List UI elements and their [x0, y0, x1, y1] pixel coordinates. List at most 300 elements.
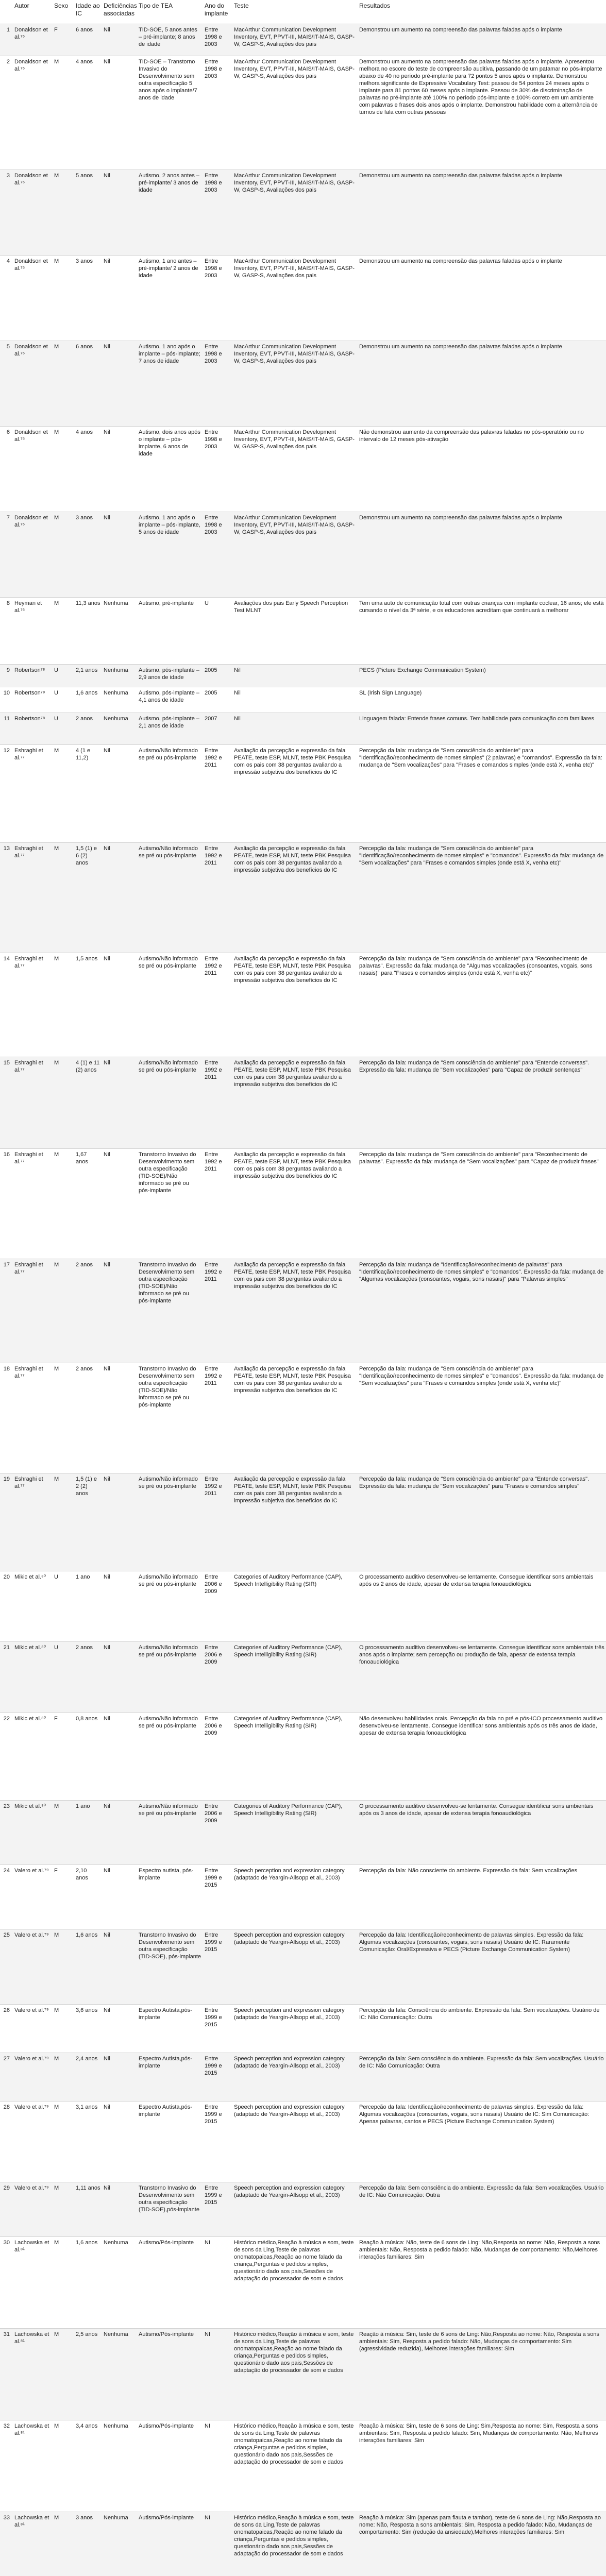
results-cell: Percepção da fala: Não consciente do ambiente. Expressão da fala: Sem vocalizações: [358, 1865, 606, 1929]
asd-type-cell: Transtorno Invasivo do Desenvolvimento sem outra especificação (TID-SOE),pós-implante: [137, 2182, 203, 2236]
header-cell-age: Idade ao IC: [74, 0, 102, 24]
age-cell: 6 anos: [74, 24, 102, 56]
asd-type-cell: Autismo, dois anos após o implante – pós-implante, 6 anos de idade: [137, 426, 203, 512]
table-row: [0, 24, 606, 56]
author-cell: Mikic et al.⁸⁰: [13, 1713, 53, 1800]
author-cell: Robertson⁷⁸: [13, 664, 53, 687]
disabilities-cell: Nil: [102, 1713, 137, 1800]
asd-type-cell: Autismo/Não informado se pré ou pós-implante: [137, 1800, 203, 1865]
asd-type-cell: Autismo, 1 ano após o implante – pós-implante; 7 anos de idade: [137, 341, 203, 426]
sex-cell: U: [53, 687, 74, 713]
disabilities-cell: Nil: [102, 2004, 137, 2053]
sex-cell: M: [53, 2236, 74, 2328]
test-cell: MacArthur Communication Development Inventory, EVT, PPVT-III, MAIS/IT-MAIS, GASP-W, GASP-S, Avaliações dos pais: [232, 255, 358, 341]
sex-cell: M: [53, 2512, 74, 2576]
test-cell: MacArthur Communication Development Inventory, EVT, PPVT-III, MAIS/IT-MAIS, GASP-W, GASP-S, Avaliações dos pais: [232, 426, 358, 512]
table-row: [0, 2420, 606, 2512]
table-row: [0, 842, 606, 953]
table-row: [0, 744, 606, 842]
results-cell: Demonstrou um aumento na compreensão das palavras faladas após o implante. Apresentou melhora no escore do teste de compreensão auditiva, passando de um patamar no pós-implante abaixo de 40 no período pré-implante para 72 pontos 5 anos após o implante. Demonstrou melhora significante de Expressive Vocabulary Test: passou de 54 pontos 24 meses após o implante para 81 pontos 60 meses após o implante. Passou de 30% de discriminação de palavras no pré-implante até 100% no período pós-implante e 100% correto em um ambiente com palavras e frases dois anos após o implante. Demonstrou habilidade com a alternância de turnos de fala com outras pessoas: [358, 56, 606, 170]
disabilities-cell: Nil: [102, 426, 137, 512]
asd-type-cell: Autismo, 2 anos antes – pré-implante/ 3 anos de idade: [137, 170, 203, 255]
header-cell-number: [0, 0, 13, 24]
author-cell: Eshraghi et al.⁷⁷: [13, 1259, 53, 1363]
author-cell: Robertson⁷⁸: [13, 713, 53, 744]
implant-year-cell: Entre 1992 e 2011: [203, 1259, 232, 1363]
test-cell: Speech perception and expression category (adaptado de Yeargin-Allsopp et al., 2003): [232, 2053, 358, 2101]
author-cell: Mikic et al.⁸⁰: [13, 1641, 53, 1713]
disabilities-cell: Nil: [102, 512, 137, 597]
sex-cell: M: [53, 512, 74, 597]
table-row: [0, 1473, 606, 1571]
age-cell: 3 anos: [74, 255, 102, 341]
row-number: 7: [0, 512, 13, 597]
test-cell: Avaliação da percepção e expressão da fala PEATE, teste ESP, MLNT, teste PBK Pesquisa com os pais com 38 perguntas avaliando a impressão subjetiva dos benefícios do IC: [232, 1363, 358, 1473]
implant-year-cell: Entre 1992 e 2011: [203, 842, 232, 953]
table-row: [0, 1148, 606, 1259]
sex-cell: M: [53, 2053, 74, 2101]
disabilities-cell: Nil: [102, 1363, 137, 1473]
age-cell: 1,6 anos: [74, 687, 102, 713]
disabilities-cell: Nil: [102, 2182, 137, 2236]
author-cell: Donaldson et al.⁷⁵: [13, 255, 53, 341]
sex-cell: M: [53, 170, 74, 255]
author-cell: Valero et al.⁷⁹: [13, 1929, 53, 2004]
age-cell: 1,5 anos: [74, 953, 102, 1057]
asd-type-cell: Autismo/Não informado se pré ou pós-implante: [137, 1713, 203, 1800]
row-number: 19: [0, 1473, 13, 1571]
implant-year-cell: 2005: [203, 687, 232, 713]
test-cell: Histórico médico,Reação à música e som, teste de sons da Ling,Teste de palavras onomatopaicas,Reação ao nome falado da criança,Perguntas e pedidos simples, questionário dado aos pais,Sessões de adaptação do processador de som e dados: [232, 2328, 358, 2420]
implant-year-cell: Entre 1999 e 2015: [203, 2101, 232, 2182]
results-cell: O processamento auditivo desenvolveu-se lentamente. Consegue identificar sons ambientais após os 2 anos de idade, apesar de extensa terapia fonoaudiológica: [358, 1571, 606, 1641]
test-cell: Speech perception and expression category (adaptado de Yeargin-Allsopp et al., 2003): [232, 2004, 358, 2053]
age-cell: 1 ano: [74, 1571, 102, 1641]
table-row: [0, 2053, 606, 2101]
asd-type-cell: Transtorno Invasivo do Desenvolvimento sem outra especificação (TID-SOE), pós-implante: [137, 1929, 203, 2004]
disabilities-cell: Nenhuma: [102, 687, 137, 713]
results-cell: Demonstrou um aumento na compreensão das palavras faladas após o implante: [358, 170, 606, 255]
sex-cell: M: [53, 1363, 74, 1473]
author-cell: Lachowska et al.⁸¹: [13, 2512, 53, 2576]
table-row: [0, 1865, 606, 1929]
test-cell: Histórico médico,Reação à música e som, teste de sons da Ling,Teste de palavras onomatopaicas,Reação ao nome falado da criança,Perguntas e pedidos simples, questionário dado aos pais,Sessões de adaptação do processador de som e dados: [232, 2420, 358, 2512]
implant-year-cell: 2005: [203, 664, 232, 687]
author-cell: Donaldson et al.⁷⁵: [13, 56, 53, 170]
row-number: 12: [0, 744, 13, 842]
test-cell: Categories of Auditory Performance (CAP), Speech Intelligibility Rating (SIR): [232, 1713, 358, 1800]
header-cell-disabilities: Deficiências associadas: [102, 0, 137, 24]
asd-type-cell: Autismo/Não informado se pré ou pós-implante: [137, 1473, 203, 1571]
implant-year-cell: NI: [203, 2512, 232, 2576]
asd-type-cell: Autismo/Não informado se pré ou pós-implante: [137, 842, 203, 953]
author-cell: Lachowska et al.⁸¹: [13, 2420, 53, 2512]
results-cell: O processamento auditivo desenvolveu-se lentamente. Consegue identificar sons ambientais após os 3 anos de idade, apesar de extensa terapia fonoaudiológica: [358, 1800, 606, 1865]
sex-cell: M: [53, 1148, 74, 1259]
sex-cell: M: [53, 1800, 74, 1865]
author-cell: Valero et al.⁷⁹: [13, 2101, 53, 2182]
implant-year-cell: U: [203, 597, 232, 664]
age-cell: 1,5 (1) e 2 (2) anos: [74, 1473, 102, 1571]
row-number: 23: [0, 1800, 13, 1865]
row-number: 5: [0, 341, 13, 426]
table-row: [0, 664, 606, 687]
implant-year-cell: Entre 1999 e 2015: [203, 1865, 232, 1929]
disabilities-cell: Nil: [102, 56, 137, 170]
implant-year-cell: Entre 1999 e 2015: [203, 2182, 232, 2236]
age-cell: 1,6 anos: [74, 2236, 102, 2328]
results-cell: Percepção da fala: mudança de "Sem consciência do ambiente" para "Identificação/reconhecimento de nomes simples" (2 palavras) e "comandos". Expressão da fala: mudança de "Sem vocalizações" para "Frases e comandos simples (onde está X, venha etc)": [358, 744, 606, 842]
row-number: 31: [0, 2328, 13, 2420]
sex-cell: M: [53, 1929, 74, 2004]
disabilities-cell: Nil: [102, 170, 137, 255]
row-number: 22: [0, 1713, 13, 1800]
age-cell: 3 anos: [74, 512, 102, 597]
test-cell: Avaliação da percepção e expressão da fala PEATE, teste ESP, MLNT, teste PBK Pesquisa com os pais com 38 perguntas avaliando a impressão subjetiva dos benefícios do IC: [232, 1473, 358, 1571]
results-cell: Percepção da fala: Consciência do ambiente. Expressão da fala: Sem vocalizações. Usuário de IC: Não Comunicação: Outra: [358, 2004, 606, 2053]
age-cell: 6 anos: [74, 341, 102, 426]
asd-type-cell: Transtorno Invasivo do Desenvolvimento sem outra especificação (TID-SOE)/Não informado se pré ou pós-implante: [137, 1259, 203, 1363]
sex-cell: M: [53, 1473, 74, 1571]
table-row: [0, 1641, 606, 1713]
disabilities-cell: Nil: [102, 953, 137, 1057]
results-cell: Demonstrou um aumento na compreensão das palavras faladas após o implante: [358, 512, 606, 597]
table-row: [0, 170, 606, 255]
test-cell: Avaliações dos pais Early Speech Perception Test MLNT: [232, 597, 358, 664]
row-number: 8: [0, 597, 13, 664]
row-number: 6: [0, 426, 13, 512]
asd-type-cell: Autismo, 1 ano antes – pré-implante/ 2 anos de idade: [137, 255, 203, 341]
asd-type-cell: Autismo, pré-implante: [137, 597, 203, 664]
age-cell: 2,5 anos: [74, 2328, 102, 2420]
implant-year-cell: Entre 2006 e 2009: [203, 1800, 232, 1865]
header-cell-author: Autor: [13, 0, 53, 24]
test-cell: Speech perception and expression category (adaptado de Yeargin-Allsopp et al., 2003): [232, 1865, 358, 1929]
sex-cell: F: [53, 24, 74, 56]
age-cell: 5 anos: [74, 170, 102, 255]
asd-type-cell: Autismo, pós-implante – 2,9 anos de idade: [137, 664, 203, 687]
implant-year-cell: Entre 1998 e 2003: [203, 426, 232, 512]
table-header: [0, 0, 606, 24]
results-cell: Demonstrou um aumento na compreensão das palavras faladas após o implante: [358, 341, 606, 426]
author-cell: Eshraghi et al.⁷⁷: [13, 1363, 53, 1473]
disabilities-cell: Nenhuma: [102, 2512, 137, 2576]
test-cell: Avaliação da percepção e expressão da fala PEATE, teste ESP, MLNT, teste PBK Pesquisa com os pais com 38 perguntas avaliando a impressão subjetiva dos benefícios do IC: [232, 953, 358, 1057]
author-cell: Donaldson et al.⁷⁵: [13, 341, 53, 426]
sex-cell: U: [53, 713, 74, 744]
sex-cell: U: [53, 664, 74, 687]
test-cell: Speech perception and expression category (adaptado de Yeargin-Allsopp et al., 2003): [232, 2182, 358, 2236]
row-number: 15: [0, 1057, 13, 1148]
implant-year-cell: Entre 1992 e 2011: [203, 1148, 232, 1259]
author-cell: Valero et al.⁷⁹: [13, 2182, 53, 2236]
asd-type-cell: Autismo/Pós-implante: [137, 2420, 203, 2512]
implant-year-cell: NI: [203, 2328, 232, 2420]
header-cell-asd-type: Tipo de TEA: [137, 0, 203, 24]
results-cell: Percepção da fala: mudança de "Sem consciência do ambiente" para "Entende conversas". Expressão da fala: mudança de "Sem vocalizações" para "Capaz de produzir sentenças": [358, 1057, 606, 1148]
row-number: 18: [0, 1363, 13, 1473]
author-cell: Eshraghi et al.⁷⁷: [13, 1057, 53, 1148]
table-row: [0, 56, 606, 170]
test-cell: Categories of Auditory Performance (CAP), Speech Intelligibility Rating (SIR): [232, 1641, 358, 1713]
results-cell: Percepção da fala: mudança de "Sem consciência do ambiente" para "Identificação/reconhecimento de nomes simples" e "comandos". Expressão da fala: mudança de "Sem vocalizações" para "Frases e comandos simples (onde está X, venha etc)": [358, 842, 606, 953]
row-number: 1: [0, 24, 13, 56]
header-cell-sex: Sexo: [53, 0, 74, 24]
age-cell: 4 (1 e 11,2): [74, 744, 102, 842]
test-cell: Avaliação da percepção e expressão da fala PEATE, teste ESP, MLNT, teste PBK Pesquisa com os pais com 38 perguntas avaliando a impressão subjetiva dos benefícios do IC: [232, 744, 358, 842]
table-row: [0, 255, 606, 341]
age-cell: 4 anos: [74, 56, 102, 170]
header-cell-implant-year: Ano do implante: [203, 0, 232, 24]
asd-type-cell: Espectro Autista,pós-implante: [137, 2101, 203, 2182]
implant-year-cell: Entre 1998 e 2003: [203, 512, 232, 597]
results-cell: Reação à música: Sim, teste de 6 sons de Ling: Sim,Resposta ao nome: Sim, Resposta a sons ambientais: Sim, Resposta a pedido falado: Sim, Mudanças de comportamento: Não, Melhores interações familiares: Sim: [358, 2420, 606, 2512]
age-cell: 0,8 anos: [74, 1713, 102, 1800]
age-cell: 1,67 anos: [74, 1148, 102, 1259]
test-cell: Avaliação da percepção e expressão da fala PEATE, teste ESP, MLNT, teste PBK Pesquisa com os pais com 38 perguntas avaliando a impressão subjetiva dos benefícios do IC: [232, 1057, 358, 1148]
age-cell: 11,3 anos: [74, 597, 102, 664]
implant-year-cell: Entre 1998 e 2003: [203, 170, 232, 255]
table-row: [0, 1057, 606, 1148]
asd-type-cell: Espectro autista, pós-implante: [137, 1865, 203, 1929]
results-cell: Percepção da fala: mudança de "Sem consciência do ambiente" para "Reconhecimento de palavras". Expressão da fala: mudança de "Sem vocalizações" para "Capaz de produzir frases": [358, 1148, 606, 1259]
age-cell: 3,1 anos: [74, 2101, 102, 2182]
table-row: [0, 2101, 606, 2182]
author-cell: Eshraghi et al.⁷⁷: [13, 953, 53, 1057]
table-row: [0, 426, 606, 512]
asd-type-cell: Autismo/Não informado se pré ou pós-implante: [137, 1641, 203, 1713]
test-cell: Nil: [232, 687, 358, 713]
sex-cell: U: [53, 1641, 74, 1713]
row-number: 29: [0, 2182, 13, 2236]
table-row: [0, 2182, 606, 2236]
age-cell: 2,1 anos: [74, 664, 102, 687]
asd-type-cell: Autismo/Pós-implante: [137, 2512, 203, 2576]
row-number: 13: [0, 842, 13, 953]
sex-cell: M: [53, 2328, 74, 2420]
table-row: [0, 713, 606, 744]
test-cell: Speech perception and expression category (adaptado de Yeargin-Allsopp et al., 2003): [232, 2101, 358, 2182]
disabilities-cell: Nil: [102, 1641, 137, 1713]
implant-year-cell: Entre 2006 e 2009: [203, 1571, 232, 1641]
test-cell: Nil: [232, 713, 358, 744]
implant-year-cell: Entre 1998 e 2003: [203, 24, 232, 56]
sex-cell: M: [53, 2182, 74, 2236]
age-cell: 3,4 anos: [74, 2420, 102, 2512]
implant-year-cell: Entre 1998 e 2003: [203, 56, 232, 170]
row-number: 24: [0, 1865, 13, 1929]
disabilities-cell: Nil: [102, 2053, 137, 2101]
results-cell: Reação à música: Não, teste de 6 sons de Ling: Não,Resposta ao nome: Não, Resposta a sons ambientais: Não, Resposta a pedido falado: Não, Mudanças de comportamento: Não,Melhores interações familiares: Sim: [358, 2236, 606, 2328]
disabilities-cell: Nil: [102, 2101, 137, 2182]
row-number: 4: [0, 255, 13, 341]
sex-cell: M: [53, 597, 74, 664]
results-cell: Não desenvolveu habilidades orais. Percepção da fala no pré e pós-ICO processamento auditivo desenvolveu-se lentamente. Consegue identificar sons ambientais após os três anos de idade, apesar de extensa terapia fonoaudiológica: [358, 1713, 606, 1800]
author-cell: Lachowska et al.⁸¹: [13, 2328, 53, 2420]
results-cell: SL (Irish Sign Language): [358, 687, 606, 713]
test-cell: Histórico médico,Reação à música e som, teste de sons da Ling,Teste de palavras onomatopaicas,Reação ao nome falado da criança,Perguntas e pedidos simples, questionário dado aos pais,Sessões de adaptação do processador de som e dados: [232, 2512, 358, 2576]
table-row: [0, 687, 606, 713]
table-row: [0, 2512, 606, 2576]
author-cell: Eshraghi et al.⁷⁷: [13, 1473, 53, 1571]
implant-year-cell: NI: [203, 2236, 232, 2328]
age-cell: 2 anos: [74, 1363, 102, 1473]
row-number: 30: [0, 2236, 13, 2328]
row-number: 16: [0, 1148, 13, 1259]
disabilities-cell: Nil: [102, 1148, 137, 1259]
asd-type-cell: Transtorno Invasivo do Desenvolvimento sem outra especificação (TID-SOE)/Não informado se pré ou pós-implante: [137, 1363, 203, 1473]
implant-year-cell: Entre 1992 e 2011: [203, 953, 232, 1057]
age-cell: 2 anos: [74, 1259, 102, 1363]
table-row: [0, 2236, 606, 2328]
author-cell: Donaldson et al.⁷⁵: [13, 24, 53, 56]
age-cell: 1,5 (1) e 6 (2) anos: [74, 842, 102, 953]
author-cell: Lachowska et al.⁸¹: [13, 2236, 53, 2328]
row-number: 17: [0, 1259, 13, 1363]
sex-cell: M: [53, 341, 74, 426]
table-row: [0, 341, 606, 426]
results-cell: O processamento auditivo desenvolveu-se lentamente. Consegue identificar sons ambientais três anos após o implante; sem percepção ou produção de fala, apesar de extensa terapia fonoaudiológica: [358, 1641, 606, 1713]
implant-year-cell: Entre 1999 e 2015: [203, 1929, 232, 2004]
author-cell: Eshraghi et al.⁷⁷: [13, 842, 53, 953]
sex-cell: M: [53, 2420, 74, 2512]
author-cell: Donaldson et al.⁷⁵: [13, 170, 53, 255]
table-row: [0, 1363, 606, 1473]
row-number: 11: [0, 713, 13, 744]
sex-cell: F: [53, 1713, 74, 1800]
implant-year-cell: Entre 1992 e 2011: [203, 744, 232, 842]
table-row: [0, 1800, 606, 1865]
implant-year-cell: Entre 1992 e 2011: [203, 1473, 232, 1571]
table-row: [0, 1929, 606, 2004]
author-cell: Donaldson et al.⁷⁵: [13, 426, 53, 512]
row-number: 9: [0, 664, 13, 687]
disabilities-cell: Nil: [102, 842, 137, 953]
results-cell: Percepção da fala: mudança de "Sem consciência do ambiente" para "Reconhecimento de palavras". Expressão da fala: mudança de "Algumas vocalizações (consoantes, vogais, sons nasais)" para "Frases e comandos simples (onde está X, venha etc)": [358, 953, 606, 1057]
author-cell: Mikic et al.⁸⁰: [13, 1571, 53, 1641]
age-cell: 1,6 anos: [74, 1929, 102, 2004]
sex-cell: M: [53, 1259, 74, 1363]
sex-cell: M: [53, 1057, 74, 1148]
age-cell: 1 ano: [74, 1800, 102, 1865]
test-cell: Avaliação da percepção e expressão da fala PEATE, teste ESP, MLNT, teste PBK Pesquisa com os pais com 38 perguntas avaliando a impressão subjetiva dos benefícios do IC: [232, 1259, 358, 1363]
row-number: 21: [0, 1641, 13, 1713]
disabilities-cell: Nil: [102, 1259, 137, 1363]
asd-type-cell: Autismo/Não informado se pré ou pós-implante: [137, 953, 203, 1057]
asd-type-cell: TID-SOE, 5 anos antes – pré-implante; 8 anos de idade: [137, 24, 203, 56]
results-cell: PECS (Picture Exchange Communication System): [358, 664, 606, 687]
row-number: 33: [0, 2512, 13, 2576]
author-cell: Valero et al.⁷⁹: [13, 2004, 53, 2053]
sex-cell: M: [53, 953, 74, 1057]
asd-type-cell: Autismo/Pós-implante: [137, 2328, 203, 2420]
disabilities-cell: Nenhuma: [102, 713, 137, 744]
test-cell: MacArthur Communication Development Inventory, EVT, PPVT-III, MAIS/IT-MAIS, GASP-W, GASP-S, Avaliações dos pais: [232, 24, 358, 56]
test-cell: Categories of Auditory Performance (CAP), Speech Intelligibility Rating (SIR): [232, 1571, 358, 1641]
author-cell: Valero et al.⁷⁹: [13, 2053, 53, 2101]
disabilities-cell: Nenhuma: [102, 2236, 137, 2328]
test-cell: Categories of Auditory Performance (CAP), Speech Intelligibility Rating (SIR): [232, 1800, 358, 1865]
sex-cell: M: [53, 744, 74, 842]
results-cell: Percepção da fala: Sem consciência do ambiente. Expressão da fala: Sem vocalizações. Usuário de IC: Não Comunicação: Outra: [358, 2053, 606, 2101]
implant-year-cell: Entre 2006 e 2009: [203, 1713, 232, 1800]
age-cell: 3,6 anos: [74, 2004, 102, 2053]
table-row: [0, 2328, 606, 2420]
implant-year-cell: Entre 1992 e 2011: [203, 1363, 232, 1473]
table-row: [0, 2004, 606, 2053]
disabilities-cell: Nil: [102, 1929, 137, 2004]
results-cell: Não demonstrou aumento da compreensão das palavras faladas no pós-operatório ou no intervalo de 12 meses pós-ativação: [358, 426, 606, 512]
test-cell: Speech perception and expression category (adaptado de Yeargin-Allsopp et al., 2003): [232, 1929, 358, 2004]
author-cell: Robertson⁷⁸: [13, 687, 53, 713]
row-number: 2: [0, 56, 13, 170]
implant-year-cell: Entre 2006 e 2009: [203, 1641, 232, 1713]
row-number: 25: [0, 1929, 13, 2004]
table-row: [0, 953, 606, 1057]
results-cell: Demonstrou um aumento na compreensão das palavras faladas após o implante: [358, 24, 606, 56]
disabilities-cell: Nil: [102, 744, 137, 842]
row-number: 10: [0, 687, 13, 713]
test-cell: MacArthur Communication Development Inventory, EVT, PPVT-III, MAIS/IT-MAIS, GASP-W, GASP-S, Avaliações dos pais: [232, 170, 358, 255]
asd-type-cell: Autismo, 1 ano após o implante – pós-implante, 5 anos de idade: [137, 512, 203, 597]
sex-cell: M: [53, 2101, 74, 2182]
sex-cell: F: [53, 1865, 74, 1929]
row-number: 3: [0, 170, 13, 255]
results-cell: Percepção da fala: mudança de "Sem consciência do ambiente" para "Entende conversas". Expressão da fala: mudança de "Sem vocalizações" para "Frases e comandos simples": [358, 1473, 606, 1571]
disabilities-cell: Nil: [102, 24, 137, 56]
implant-year-cell: Entre 1992 e 2011: [203, 1057, 232, 1148]
table-row: [0, 1571, 606, 1641]
results-cell: Linguagem falada: Entende frases comuns. Tem habilidade para comunicação com familiares: [358, 713, 606, 744]
implant-year-cell: Entre 1999 e 2015: [203, 2004, 232, 2053]
disabilities-cell: Nil: [102, 341, 137, 426]
asd-type-cell: Autismo, pós-implante – 2,1 anos de idade: [137, 713, 203, 744]
asd-type-cell: Autismo/Não informado se pré ou pós-implante: [137, 1571, 203, 1641]
author-cell: Donaldson et al.⁷⁵: [13, 512, 53, 597]
test-cell: Nil: [232, 664, 358, 687]
age-cell: 2 anos: [74, 1641, 102, 1713]
sex-cell: M: [53, 842, 74, 953]
age-cell: 4 (1) e 11 (2) anos: [74, 1057, 102, 1148]
asd-type-cell: Espectro Autista,pós-implante: [137, 2053, 203, 2101]
test-cell: MacArthur Communication Development Inventory, EVT, PPVT-III, MAIS/IT-MAIS, GASP-W, GASP-S, Avaliações dos pais: [232, 341, 358, 426]
table-row: [0, 1259, 606, 1363]
asd-type-cell: Autismo/Não informado se pré ou pós-implante: [137, 744, 203, 842]
author-cell: Valero et al.⁷⁹: [13, 1865, 53, 1929]
results-cell: Tem uma auto de comunicação total com outras crianças com implante coclear, 16 anos; ele está cursando o nível da 3ª série, e os educadores acreditam que continuará a melhorar: [358, 597, 606, 664]
results-cell: Demonstrou um aumento na compreensão das palavras faladas após o implante: [358, 255, 606, 341]
implant-year-cell: NI: [203, 2420, 232, 2512]
results-cell: Percepção da fala: mudança de "Sem consciência do ambiente" para "Identificação/reconhecimento de nomes simples" e "comandos". Expressão da fala: mudança de "Sem vocalizações" para "Frases e comandos simples (onde está X, venha etc)": [358, 1363, 606, 1473]
asd-type-cell: Autismo, pós-implante – 4,1 anos de idade: [137, 687, 203, 713]
asd-type-cell: Autismo/Pós-implante: [137, 2236, 203, 2328]
table-row: [0, 597, 606, 664]
age-cell: 2,10 anos: [74, 1865, 102, 1929]
row-number: 27: [0, 2053, 13, 2101]
sex-cell: M: [53, 56, 74, 170]
asd-type-cell: Transtorno Invasivo do Desenvolvimento sem outra especificação (TID-SOE)/Não informado se pré ou pós-implante: [137, 1148, 203, 1259]
implant-year-cell: Entre 1999 e 2015: [203, 2053, 232, 2101]
results-cell: Percepção da fala: Sem consciência do ambiente. Expressão da fala: Sem vocalizações. Usuário de IC: Não Comunicação: Outra: [358, 2182, 606, 2236]
disabilities-cell: Nil: [102, 1865, 137, 1929]
results-cell: Reação à música: Sim (apenas para flauta e tambor), teste de 6 sons de Ling: Não,Resposta ao nome: Não, Resposta a sons ambientais: Sim, Resposta a pedido falado: Não, Mudanças de comportamento: Sim (redução da ansiedade),Melhores interações familiares: Sim: [358, 2512, 606, 2576]
table-body: [0, 24, 606, 2576]
sex-cell: U: [53, 1571, 74, 1641]
disabilities-cell: Nil: [102, 1057, 137, 1148]
asd-type-cell: TID-SOE – Transtorno Invasivo do Desenvolvimento sem outra especificação 5 anos após o implante/7 anos de idade: [137, 56, 203, 170]
row-number: 26: [0, 2004, 13, 2053]
age-cell: 2 anos: [74, 713, 102, 744]
